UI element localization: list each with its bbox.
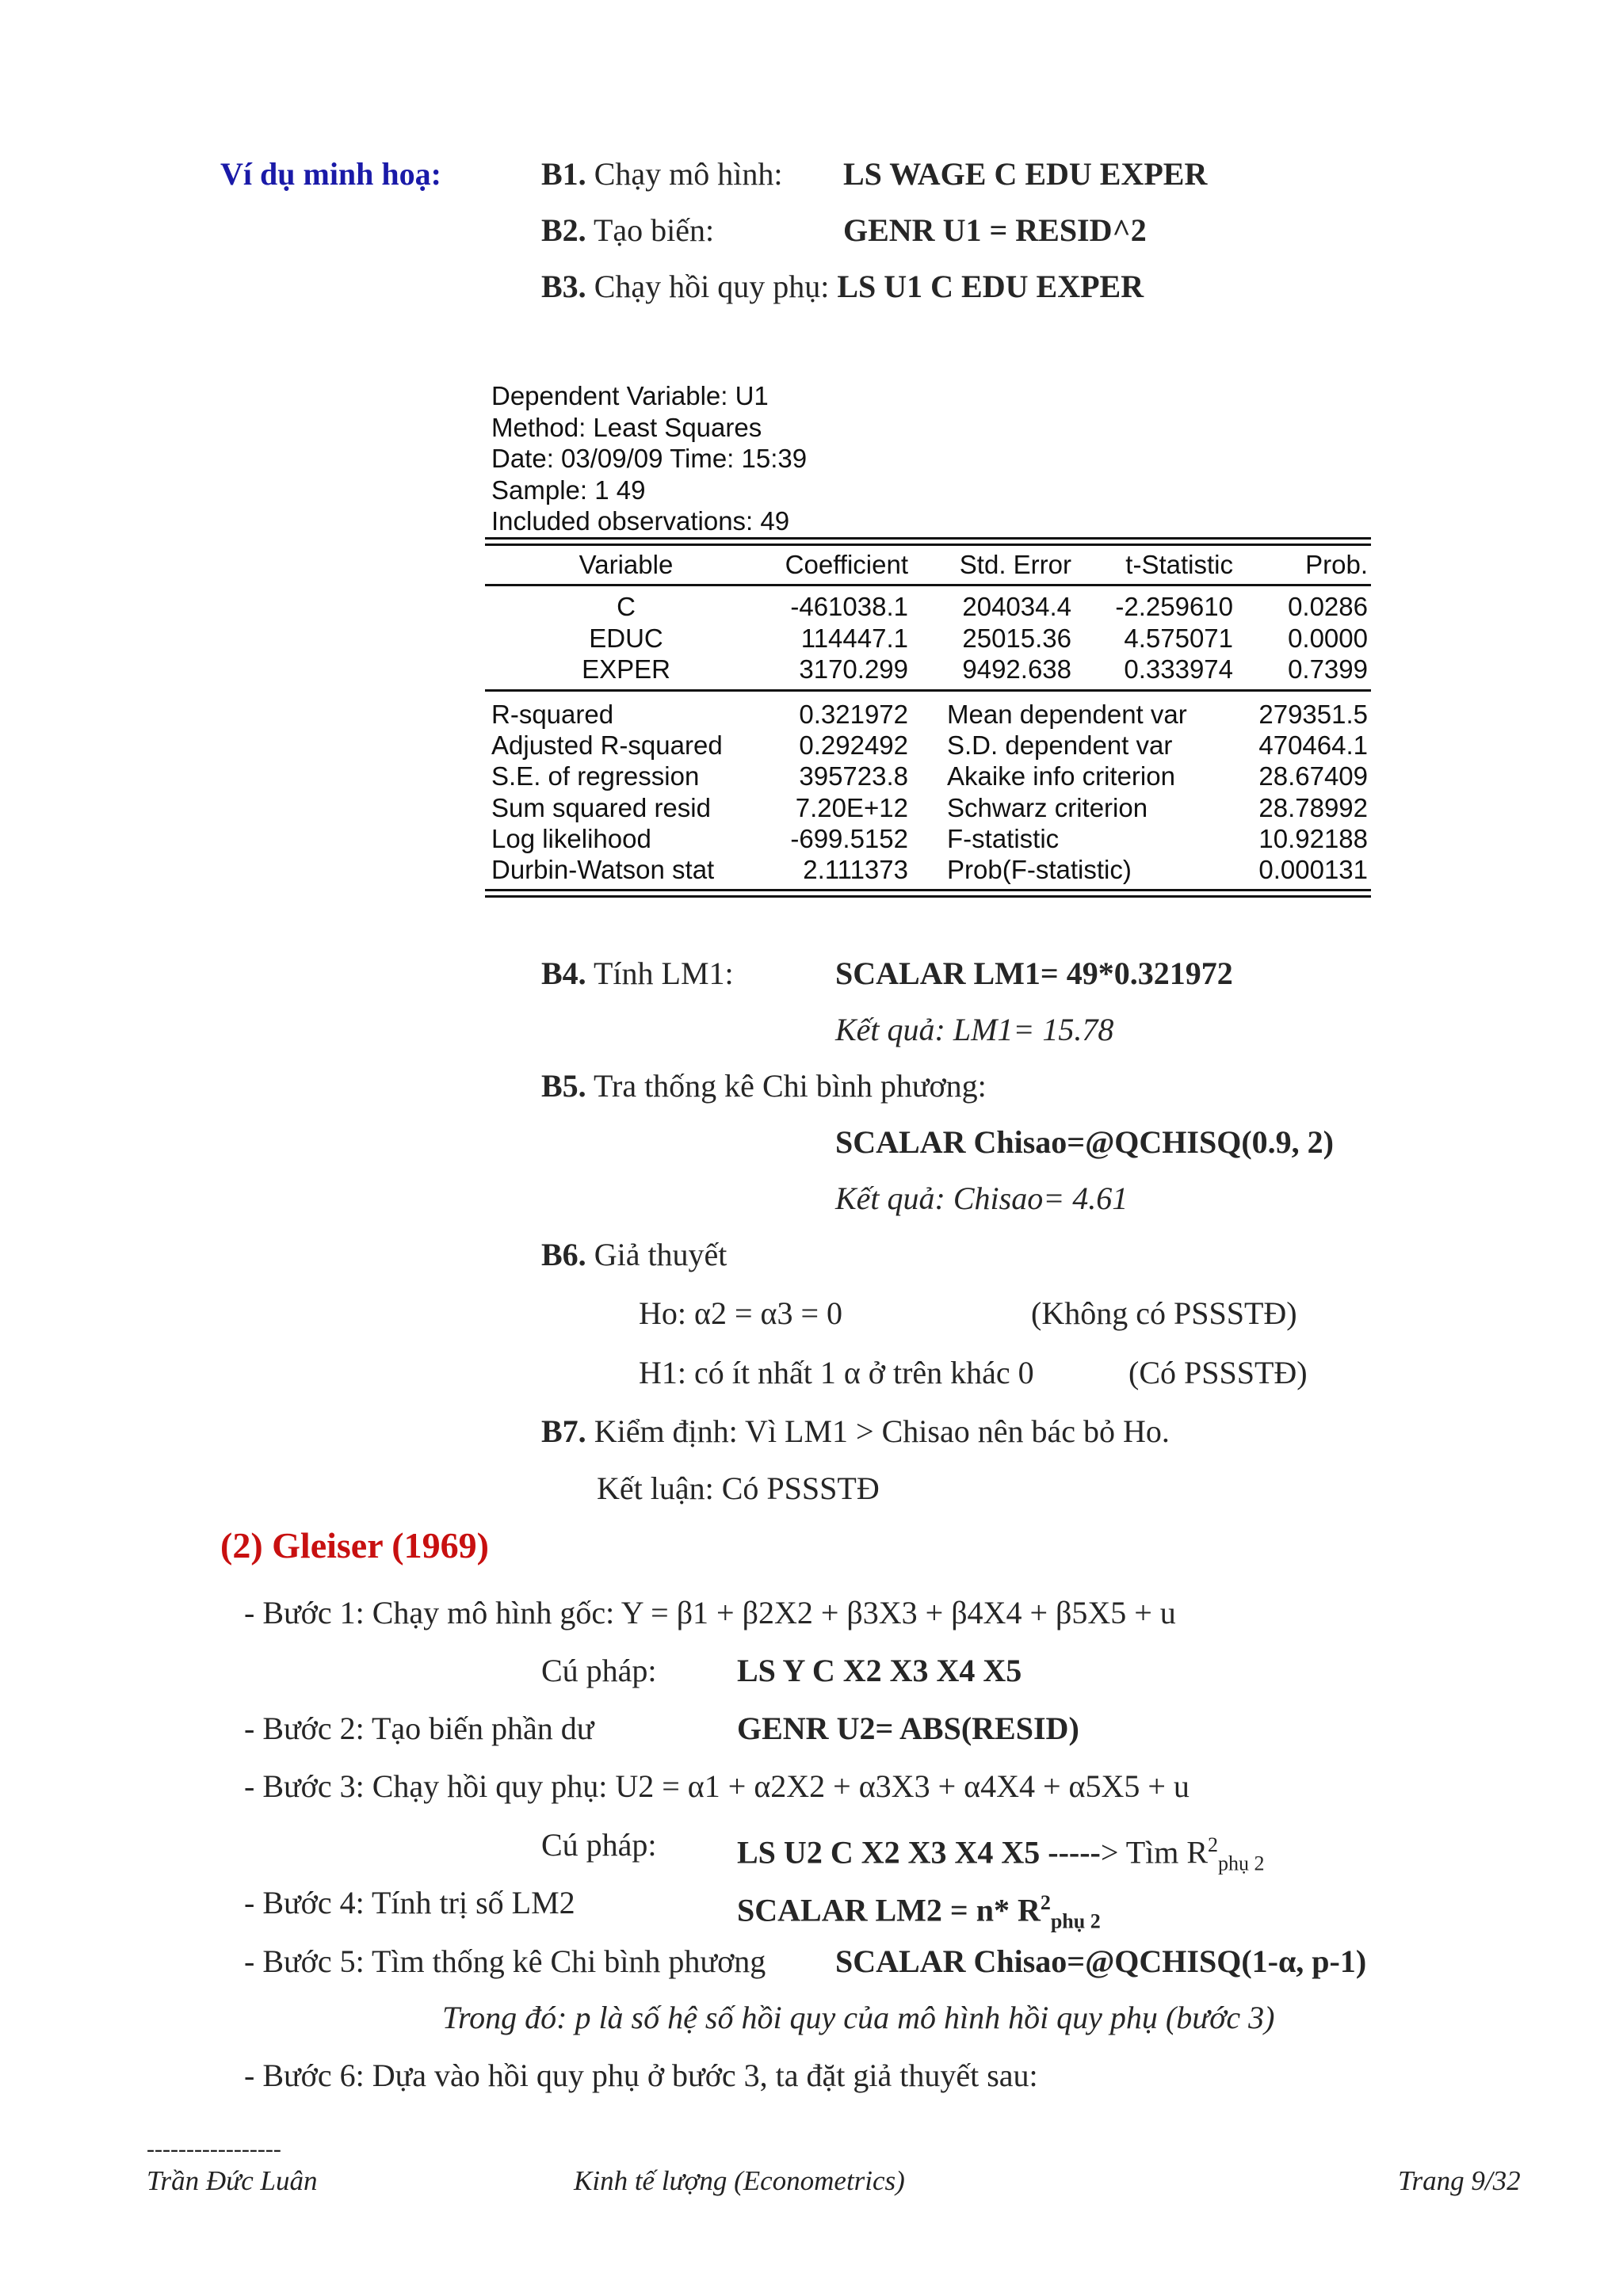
gleiser-syntax-label-1: Cú pháp: (541, 1653, 657, 1688)
step-b1-command: LS WAGE C EDU EXPER (843, 156, 1208, 192)
cell-t-statistic: 4.575071 (1124, 624, 1233, 653)
stat-label-right: Prob(F-statistic) (947, 855, 1132, 884)
cell-coefficient: 114447.1 (800, 624, 908, 653)
stat-value-right: 470464.1 (1258, 730, 1368, 760)
step-3-command-text: LS U2 C X2 X3 X4 X5 ----- (737, 1834, 1101, 1871)
gleiser-step-5-command: SCALAR Chisao=@QCHISQ(1-α, p-1) (835, 1943, 1367, 1979)
table-rule-bottom-2 (485, 895, 1371, 898)
hypothesis-h1-note: (Có PSSSTĐ) (1128, 1355, 1308, 1390)
col-header-t-statistic: t-Statistic (1125, 550, 1233, 579)
cell-coefficient: 3170.299 (799, 654, 908, 684)
step-b7-number: B7. (541, 1413, 586, 1449)
table-rule-middle (485, 689, 1371, 692)
stat-label-right: Akaike info criterion (947, 761, 1175, 791)
stat-value-right: 279351.5 (1258, 700, 1368, 729)
stat-value-left: 0.292492 (799, 730, 908, 760)
step-b4-number: B4. (541, 955, 586, 991)
gleiser-step-4: - Bước 4: Tính trị số LM2 (244, 1885, 575, 1920)
step-b5-result: Kết quả: Chisao= 4.61 (835, 1180, 1128, 1216)
stat-label-left: Durbin-Watson stat (491, 855, 715, 884)
col-header-std-error: Std. Error (959, 550, 1071, 579)
step-b2-command: GENR U1 = RESID^2 (843, 212, 1147, 248)
hypothesis-h0-note: (Không có PSSSTĐ) (1031, 1295, 1297, 1331)
table-rule-bottom-1 (485, 889, 1371, 891)
cell-coefficient: -461038.1 (790, 592, 908, 621)
step-b5-command: SCALAR Chisao=@QCHISQ(0.9, 2) (835, 1124, 1334, 1160)
step-b6-number: B6. (541, 1237, 586, 1272)
cell-std-error: 25015.36 (962, 624, 1071, 653)
cell-prob: 0.0000 (1288, 624, 1368, 653)
stat-value-right: 28.78992 (1258, 793, 1368, 822)
cell-t-statistic: -2.259610 (1115, 592, 1233, 621)
output-header-3: Sample: 1 49 (491, 475, 646, 505)
cell-prob: 0.0286 (1288, 592, 1368, 621)
gleiser-step-1-command: LS Y C X2 X3 X4 X5 (737, 1653, 1022, 1688)
stat-label-right: F-statistic (947, 824, 1060, 853)
stat-label-left: Sum squared resid (491, 793, 711, 822)
table-rule-header (485, 584, 1371, 586)
output-header-2: Date: 03/09/09 Time: 15:39 (491, 444, 808, 473)
section-title: (2) Gleiser (1969) (220, 1525, 489, 1566)
stat-value-left: -699.5152 (790, 824, 908, 853)
col-header-variable: Variable (579, 550, 674, 579)
cell-prob: 0.7399 (1288, 654, 1368, 684)
step-b3-command: LS U1 C EDU EXPER (837, 269, 1144, 304)
cell-t-statistic: 0.333974 (1124, 654, 1233, 684)
footer-dashes: ----------------- (147, 2136, 281, 2162)
stat-label-left: Adjusted R-squared (491, 730, 723, 760)
step-b6-text: Giả thuyết (594, 1237, 727, 1272)
stat-value-left: 2.111373 (803, 855, 908, 884)
stat-label-right: Mean dependent var (947, 700, 1187, 729)
r-squared-subscript: phụ 2 (1218, 1852, 1265, 1875)
step-b3-number: B3. (541, 269, 586, 304)
step-b7 (541, 1413, 1170, 1451)
stat-value-left: 0.321972 (799, 700, 908, 729)
footer-course: Kinh tế lượng (Econometrics) (574, 2165, 905, 2196)
step-b1-text: Chạy mô hình: (594, 156, 783, 192)
gleiser-step-5-note: Trong đó: p là số hệ số hồi quy của mô hình hồi quy phụ (bước 3) (442, 2000, 1275, 2035)
footer-page-number: Trang 9/32 (1398, 2165, 1521, 2196)
stat-value-right: 0.000131 (1258, 855, 1368, 884)
stat-label-left: S.E. of regression (491, 761, 700, 791)
stat-value-left: 7.20E+12 (795, 793, 908, 822)
output-header-0: Dependent Variable: U1 (491, 381, 769, 410)
table-rule-top-2 (485, 543, 1371, 546)
gleiser-syntax-label-3: Cú pháp: (541, 1827, 657, 1863)
step-b7-conclusion: Kết luận: Có PSSSTĐ (597, 1470, 880, 1506)
stat-label-left: Log likelihood (491, 824, 651, 853)
gleiser-step-3-command (737, 1826, 1265, 1882)
hypothesis-h1: H1: có ít nhất 1 α ở trên khác 0 (639, 1355, 1034, 1390)
step-b7-text: Kiểm định: Vì LM1 > Chisao nên bác bỏ Ho. (594, 1413, 1170, 1449)
output-header-1: Method: Least Squares (491, 413, 762, 442)
gleiser-step-2: - Bước 2: Tạo biến phần dư (244, 1711, 594, 1746)
step-4-command-text: SCALAR LM2 = n* R (737, 1892, 1041, 1928)
step-b4 (541, 955, 734, 993)
gleiser-step-1: - Bước 1: Chạy mô hình gốc: Y = β1 + β2X2 + β3X3 + β4X4 + β5X5 + u (244, 1595, 1176, 1630)
gleiser-step-3: - Bước 3: Chạy hồi quy phụ: U2 = α1 + α2X2 + α3X3 + α4X4 + α5X5 + u (244, 1768, 1190, 1804)
cell-variable: EDUC (589, 624, 663, 653)
footer-author: Trần Đức Luân (147, 2165, 318, 2196)
step-b4-text: Tính LM1: (593, 955, 734, 991)
cell-variable: C (617, 592, 636, 621)
step-b4-command: SCALAR LM1= 49*0.321972 (835, 955, 1233, 991)
stat-value-left: 395723.8 (799, 761, 908, 791)
step-b1-number: B1. (541, 156, 586, 192)
stat-value-right: 10.92188 (1258, 824, 1368, 853)
gleiser-step-5: - Bước 5: Tìm thống kê Chi bình phương (244, 1943, 766, 1979)
cell-std-error: 204034.4 (962, 592, 1071, 621)
example-label: Ví dụ minh hoạ: (220, 156, 441, 192)
lm2-exponent: 2 (1040, 1891, 1051, 1914)
cell-std-error: 9492.638 (962, 654, 1071, 684)
step-b2-text: Tạo biến: (593, 212, 715, 248)
stat-label-right: Schwarz criterion (947, 793, 1148, 822)
step-b3 (541, 268, 1144, 306)
stat-label-right: S.D. dependent var (947, 730, 1173, 760)
step-b2 (541, 212, 714, 250)
step-b3-text: Chạy hồi quy phụ: (594, 269, 830, 304)
gleiser-step-4-command (737, 1884, 1101, 1940)
step-b5-number: B5. (541, 1068, 586, 1104)
step-b4-result: Kết quả: LM1= 15.78 (835, 1012, 1114, 1047)
step-b2-number: B2. (541, 212, 586, 248)
gleiser-step-2-command: GENR U2= ABS(RESID) (737, 1711, 1079, 1746)
step-b5 (541, 1067, 987, 1105)
step-3-command-tail: > Tìm R (1100, 1834, 1209, 1871)
output-header-4: Included observations: 49 (491, 506, 790, 536)
step-b1 (541, 155, 782, 193)
cell-variable: EXPER (582, 654, 670, 684)
col-header-prob: Prob. (1305, 550, 1368, 579)
lm2-subscript: phụ 2 (1050, 1909, 1101, 1933)
hypothesis-h0: Ho: α2 = α3 = 0 (639, 1295, 843, 1331)
r-squared-exponent: 2 (1208, 1833, 1219, 1856)
stat-value-right: 28.67409 (1258, 761, 1368, 791)
col-header-coefficient: Coefficient (785, 550, 908, 579)
table-rule-top-1 (485, 537, 1371, 540)
step-b5-text: Tra thống kê Chi bình phương: (593, 1068, 987, 1104)
gleiser-step-6: - Bước 6: Dựa vào hồi quy phụ ở bước 3, ta đặt giả thuyết sau: (244, 2058, 1038, 2093)
stat-label-left: R-squared (491, 700, 614, 729)
step-b6 (541, 1236, 727, 1274)
